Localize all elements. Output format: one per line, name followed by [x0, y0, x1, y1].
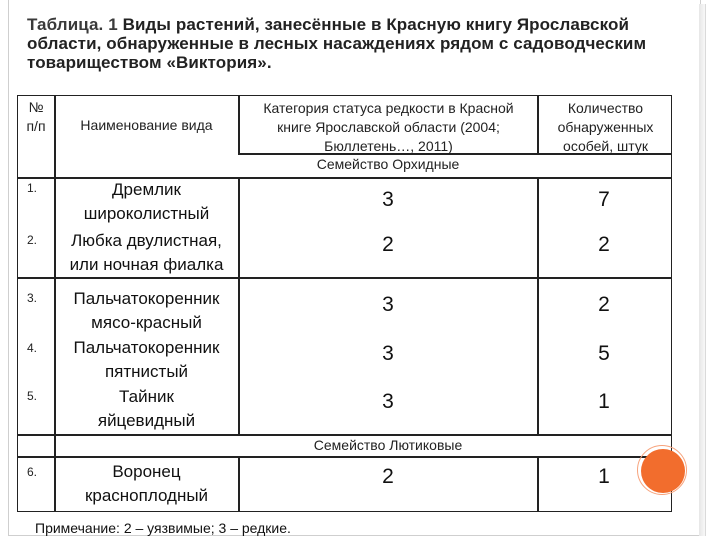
row-number: 3.: [27, 291, 38, 305]
count-value: 2: [598, 233, 610, 256]
count-value: 1: [598, 390, 610, 413]
species-name-line2: пятнистый: [104, 362, 189, 381]
species-name: [55, 178, 238, 226]
row-divider: [18, 456, 671, 458]
count-value: 7: [598, 188, 610, 211]
table-caption-number: Таблица. 1: [27, 15, 118, 34]
species-name-line2: широколистный: [83, 204, 210, 223]
species-name-line1: Тайник: [119, 387, 174, 406]
species-name-line1: Любка двулистная,: [71, 231, 222, 250]
category-value: 3: [382, 390, 394, 413]
species-name-line2: яйцевидный: [97, 411, 196, 430]
count-value: 5: [598, 342, 610, 365]
row-number: 2.: [27, 233, 38, 247]
header-num: [18, 98, 54, 136]
row-divider: [18, 434, 671, 436]
species-name-line1: Пальчатокоренник: [73, 338, 220, 357]
col-divider: [238, 96, 240, 153]
category-value: 2: [382, 465, 394, 488]
species-name-line1: Дремлик: [112, 180, 181, 199]
row-number: 5.: [27, 389, 38, 403]
decorative-orange-circle: [641, 449, 685, 493]
species-name: [55, 336, 238, 384]
slide-edge-rule: [705, 4, 706, 536]
category-value: 3: [382, 188, 394, 211]
species-name: [55, 460, 238, 508]
row-divider: [18, 277, 671, 279]
count-value: 1: [598, 465, 610, 488]
count-value: 2: [598, 293, 610, 316]
row-number: 4.: [27, 341, 38, 355]
col-divider: [537, 96, 539, 153]
header-name: Наименование вида: [80, 117, 213, 133]
table-caption-text: Виды растений, занесённые в Красную книгу Ярославской области, обнаруженные в лесных насаждениях рядом с садоводческим товариществом «Виктория».: [27, 15, 647, 72]
row-number: 1.: [27, 181, 38, 195]
row-number: 6.: [27, 465, 38, 479]
category-value: 2: [382, 233, 394, 256]
header-num-line1: №: [28, 99, 44, 115]
family-ranunculaceae: Семейство Лютиковые: [313, 437, 463, 453]
category-value: 3: [382, 342, 394, 365]
species-name-line2: красноплодный: [84, 486, 209, 505]
header-category: Категория статуса редкости в Красной книге Ярославской области (2004; Бюллетень…, 2011): [263, 100, 514, 154]
species-name-line1: Воронец: [112, 462, 181, 481]
family-orchid: Семейство Орхидные: [316, 156, 460, 172]
header-num-line2: п/п: [26, 118, 46, 134]
species-name-line2: мясо-красный: [91, 313, 202, 332]
category-value: 3: [382, 293, 394, 316]
species-name-line1: Пальчатокоренник: [73, 289, 220, 308]
table-caption: [27, 15, 677, 72]
species-name: [55, 385, 238, 433]
header-count: Количество обнаруженных особей, штук: [557, 100, 654, 154]
species-name: [55, 229, 238, 277]
species-name: [55, 287, 238, 335]
red-book-table: [17, 95, 672, 512]
table-note: Примечание: 2 – уязвимые; 3 – редкие.: [35, 520, 291, 536]
species-name-line2: или ночная фиалка: [69, 255, 224, 274]
